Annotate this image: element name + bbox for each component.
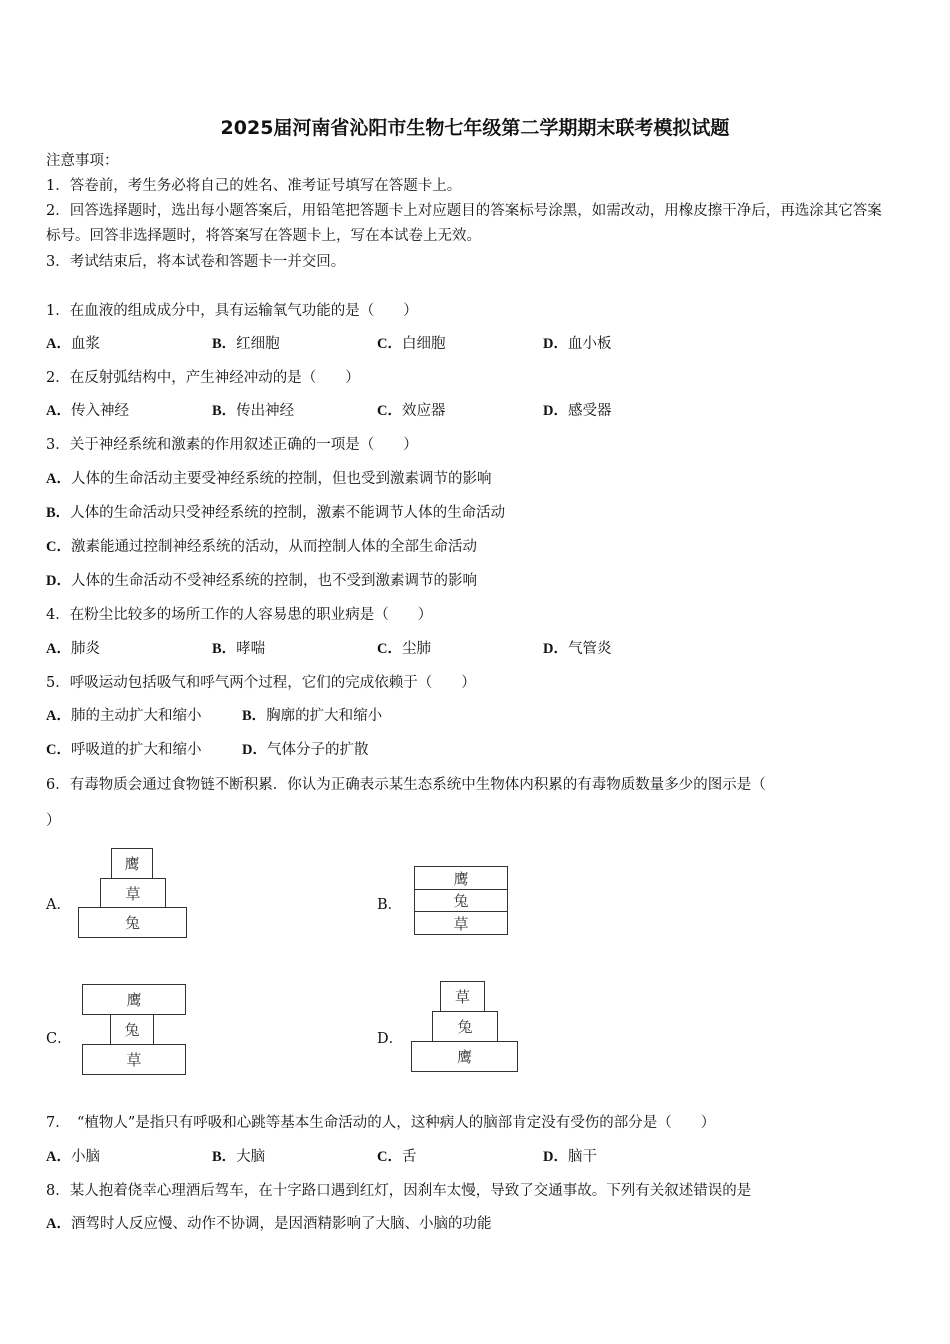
question-stem: 6．有毒物质会通过食物链不断积累．你认为正确表示某生态系统中生物体内积累的有毒物质数量多少的图示是（: [46, 777, 766, 793]
option-label: A．: [46, 897, 71, 913]
option: B．红细胞: [212, 336, 280, 352]
option: B．哮喘: [212, 641, 266, 657]
option: B．传出神经: [212, 403, 295, 419]
option: C．白细胞: [377, 336, 446, 352]
notice-item: 2．回答选择题时，选出每小题答案后，用铅笔把答题卡上对应题目的答案标号涂黑，如需改动，用橡皮擦干净后，再选涂其它答案标号。回答非选择题时，将答案写在答题卡上，写在本试卷上无效。: [46, 203, 882, 244]
notice-item: 1．答卷前，考生务必将自己的姓名、准考证号填写在答题卡上。: [46, 178, 462, 194]
option: A．肺炎: [46, 641, 100, 657]
option: D．气体分子的扩散: [242, 742, 369, 758]
option: A．肺的主动扩大和缩小: [46, 708, 202, 724]
pyramid-box: 鹰: [82, 984, 186, 1015]
option: D．人体的生命活动不受神经系统的控制，也不受到激素调节的影响: [46, 573, 477, 589]
option: C．尘肺: [377, 641, 431, 657]
pyramid-diagram-b: [414, 866, 509, 936]
option: C．激素能通过控制神经系统的活动，从而控制人体的全部生命活动: [46, 539, 477, 555]
option: B．大脑: [212, 1149, 266, 1165]
notice-heading: 注意事项：: [46, 153, 119, 169]
option: A．小脑: [46, 1149, 100, 1165]
question-stem: 7． “植物人”是指只有呼吸和心跳等基本生命活动的人，这种病人的脑部肯定没有受伤的部分是（ ）: [46, 1115, 716, 1131]
option: C．舌: [377, 1149, 417, 1165]
option: C．效应器: [377, 403, 446, 419]
question-stem: 5．呼吸运动包括吸气和呼气两个过程，它们的完成依赖于（ ）: [46, 675, 476, 691]
option: B．胸廓的扩大和缩小: [242, 708, 383, 724]
pyramid-diagram-d: [411, 981, 519, 1073]
option: D．脑干: [543, 1149, 597, 1165]
option: A．人体的生命活动主要受神经系统的控制，但也受到激素调节的影响: [46, 471, 492, 487]
pyramid-box: 鹰: [411, 1041, 518, 1072]
pyramid-box: 鹰: [111, 848, 153, 879]
question-stem-end: ）: [46, 813, 61, 829]
option: C．呼吸道的扩大和缩小: [46, 742, 202, 758]
option: A．酒驾时人反应慢、动作不协调，是因酒精影响了大脑、小脑的功能: [46, 1216, 492, 1232]
option: D．感受器: [543, 403, 612, 419]
pyramid-box: 鹰: [414, 866, 508, 890]
question-stem: 2．在反射弧结构中，产生神经冲动的是（ ）: [46, 370, 360, 386]
pyramid-box: 兔: [110, 1014, 154, 1045]
pyramid-box: 兔: [432, 1011, 498, 1042]
pyramid-box: 草: [414, 911, 508, 935]
pyramid-diagram-a: [78, 848, 188, 940]
option-label: D．: [377, 1031, 404, 1047]
option-label: C．: [46, 1031, 72, 1047]
option: B．人体的生命活动只受神经系统的控制，激素不能调节人体的生命活动: [46, 505, 506, 521]
question-stem: 4．在粉尘比较多的场所工作的人容易患的职业病是（ ）: [46, 607, 433, 623]
option-label: B．: [377, 897, 403, 913]
pyramid-box: 草: [440, 981, 485, 1012]
option: D．气管炎: [543, 641, 612, 657]
page-title: 2025届河南省沁阳市生物七年级第二学期期末联考模拟试题: [220, 117, 730, 139]
pyramid-box: 草: [100, 878, 166, 908]
pyramid-box: 兔: [414, 889, 508, 912]
option: D．血小板: [543, 336, 612, 352]
option: A．传入神经: [46, 403, 129, 419]
question-stem: 8．某人抱着侥幸心理酒后驾车，在十字路口遇到红灯，因刹车太慢，导致了交通事故。下列有关叙述错误的是: [46, 1183, 752, 1199]
notice-item: 3．考试结束后，将本试卷和答题卡一并交回。: [46, 254, 346, 270]
question-stem: 3．关于神经系统和激素的作用叙述正确的一项是（ ）: [46, 437, 418, 453]
option: A．血浆: [46, 336, 100, 352]
pyramid-box: 兔: [78, 907, 187, 938]
question-stem: 1．在血液的组成成分中，具有运输氧气功能的是（ ）: [46, 303, 418, 319]
pyramid-box: 草: [82, 1044, 186, 1075]
pyramid-diagram-c: [82, 984, 187, 1076]
